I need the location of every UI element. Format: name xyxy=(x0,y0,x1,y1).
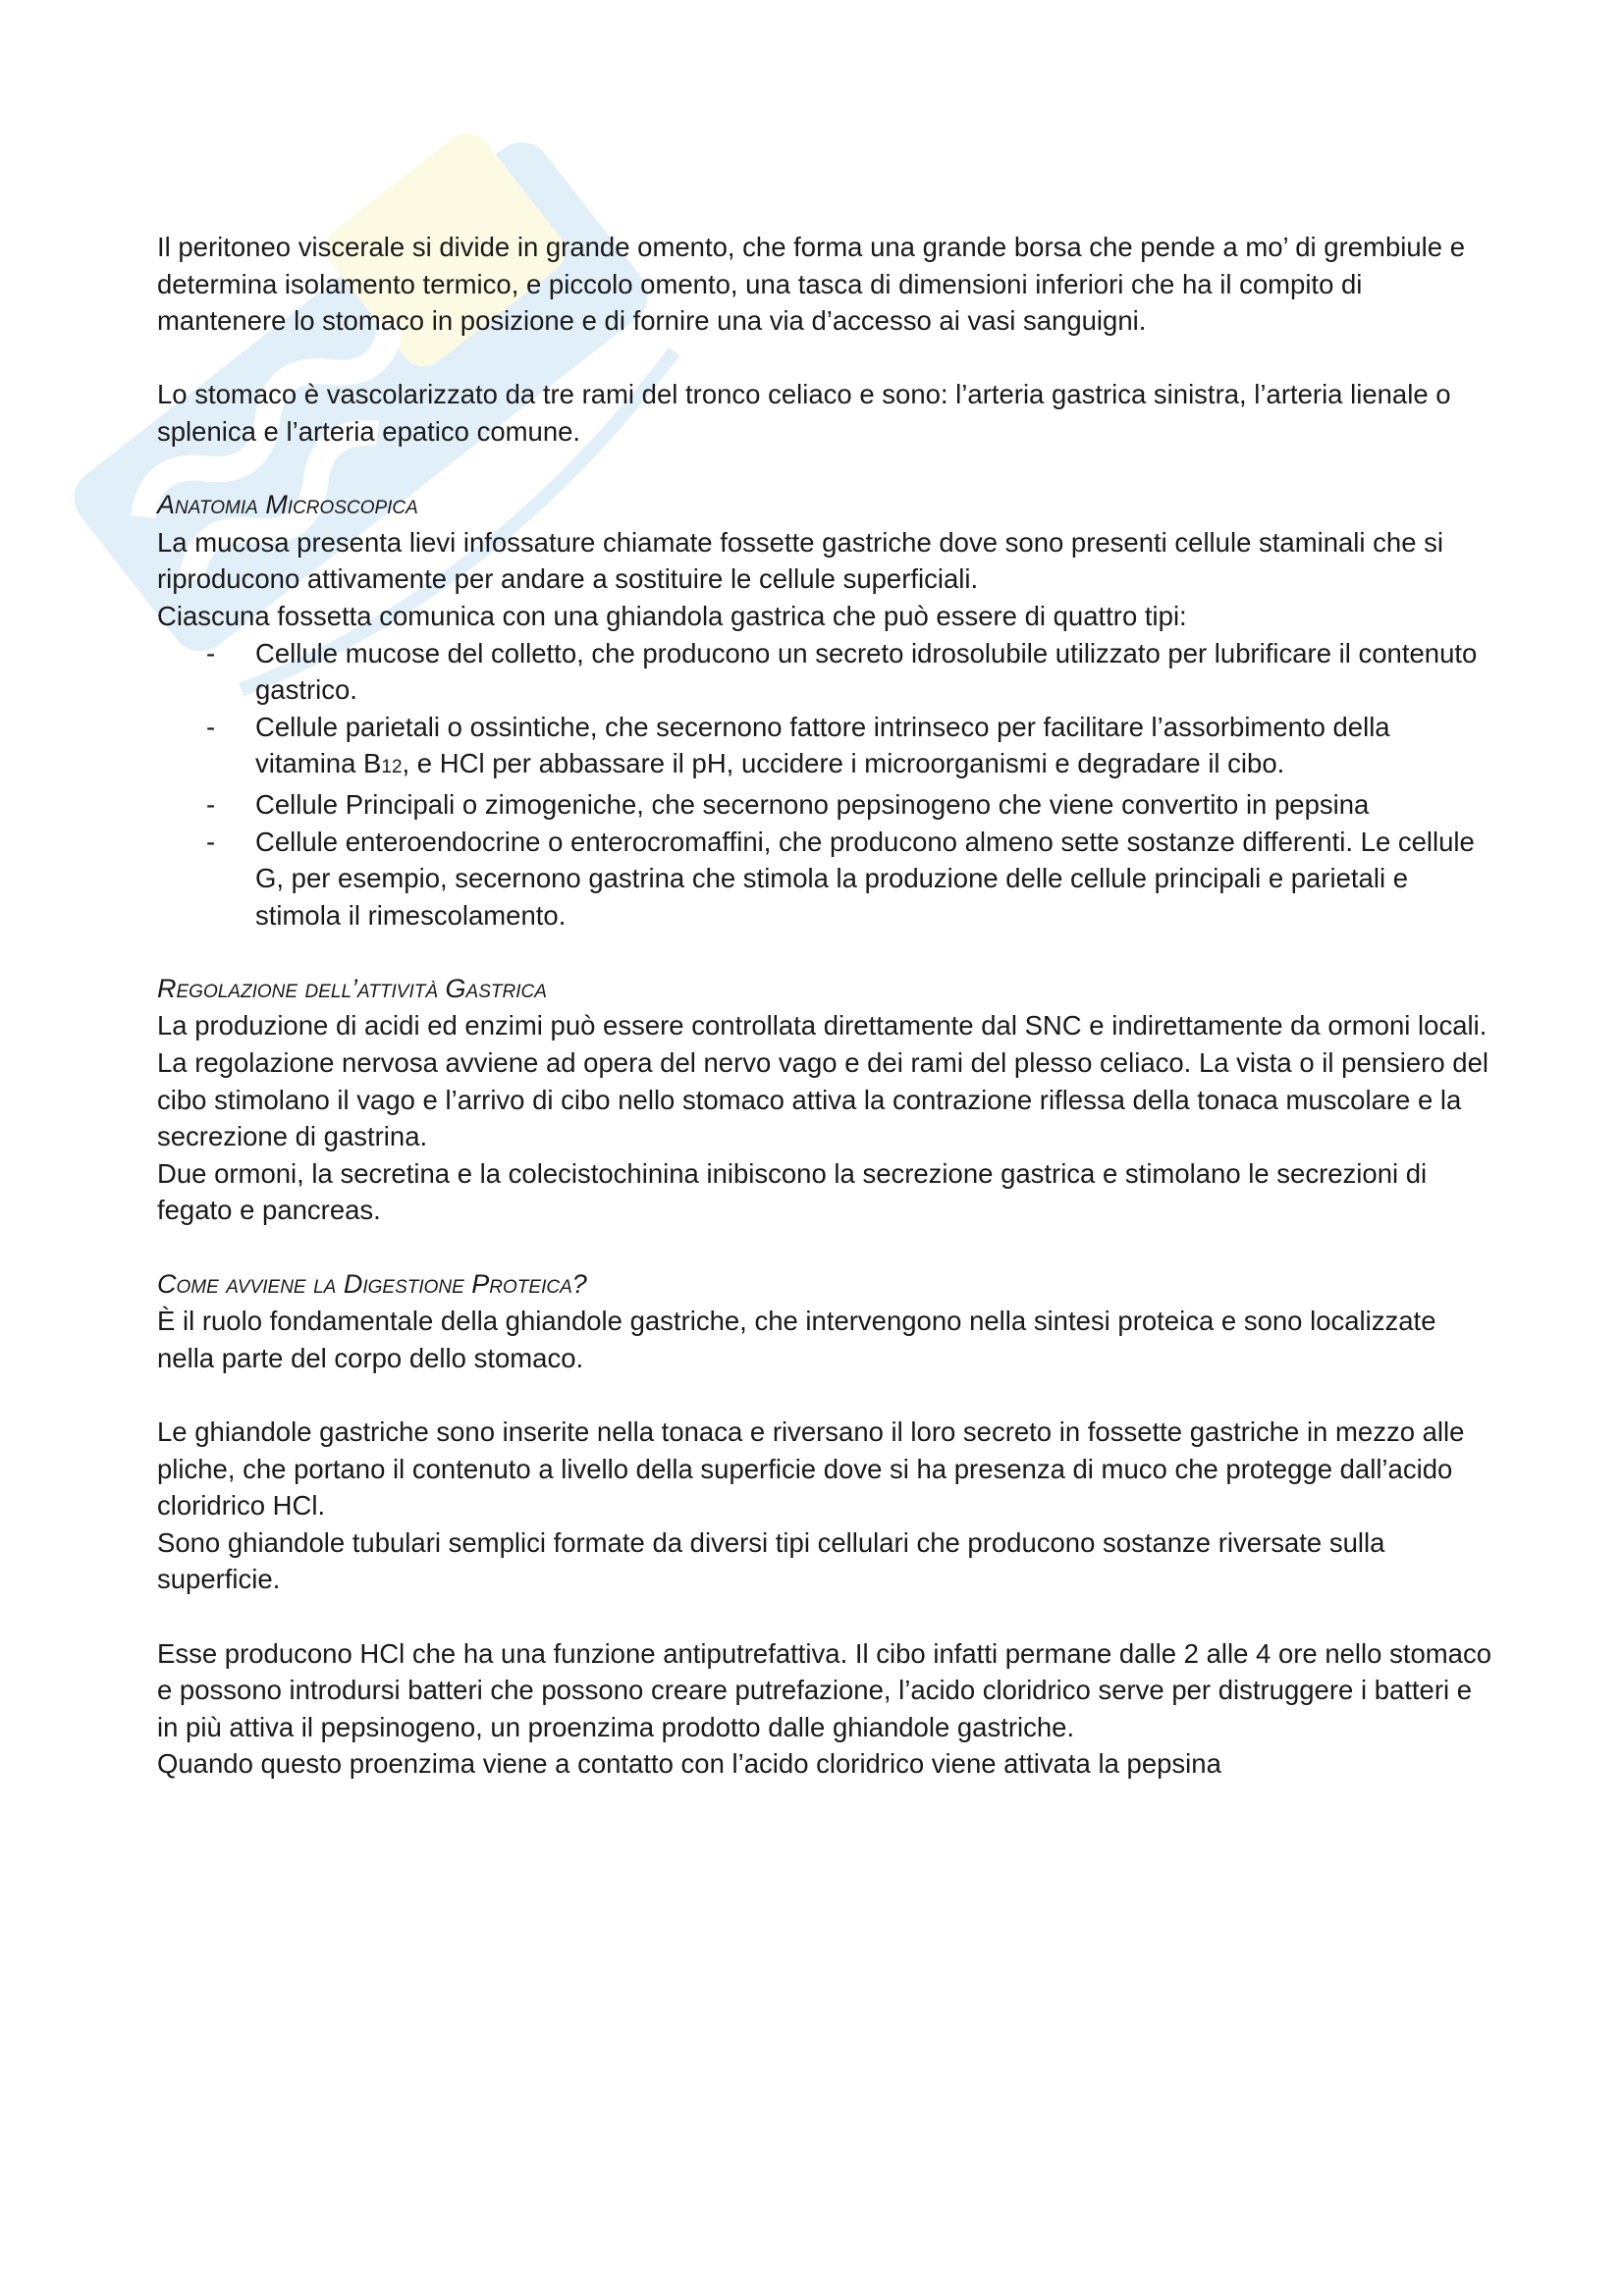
list-item xyxy=(157,786,1492,824)
regolazione-paragraph-2: Due ormoni, la secretina e la colecistochinina inibiscono la secrezione gastrica e stimolano le secrezioni di fegato e pancreas. xyxy=(157,1157,1428,1226)
intro-paragraph-2: Lo stomaco è vascolarizzato da tre rami del tronco celiaco e sono: l’arteria gastrica sinistra, l’arteria lienale o splenica e l’arteria epatico comune. xyxy=(157,379,1451,447)
heading-digestione-proteica: Come avviene la Digestione Proteica? xyxy=(157,1268,587,1299)
list-item xyxy=(157,635,1492,709)
gland-cell-types-list xyxy=(157,635,1492,934)
dash-bullet: - xyxy=(206,788,216,820)
list-item-text: Cellule parietali o ossintiche, che secernono fattore intrinseco per facilitare l’assorbimento della vitamina B xyxy=(255,711,1390,779)
vitamin-subscript: 12 xyxy=(381,757,403,778)
digestione-paragraph-2: Le ghiandole gastriche sono inserite nella tonaca e riversano il loro secreto in fossette gastriche in mezzo alle pliche, che portano il contenuto a livello della superficie dove si ha presenza di muco che protegge dall’acido cloridrico HCl. xyxy=(157,1416,1465,1522)
digestione-paragraph-4: Esse producono HCl che ha una funzione antiputrefattiva. Il cibo infatti permane dalle 2 alle 4 ore nello stomaco e possono introdursi batteri che possono creare putrefazione, l’acido cloridrico serve per distruggere i batteri e in più attiva il pepsinogeno, un proenzima prodotto dalle ghiandole gastriche. xyxy=(157,1637,1492,1742)
dash-bullet: - xyxy=(206,826,216,857)
dash-bullet: - xyxy=(206,637,216,668)
list-item-text: Cellule mucose del colletto, che producono un secreto idrosolubile utilizzato per lubrificare il contenuto gastrico. xyxy=(255,637,1478,706)
digestione-paragraph-5: Quando questo proenzima viene a contatto con l’acido cloridrico viene attivata la pepsina xyxy=(157,1748,1221,1780)
list-item xyxy=(157,709,1492,786)
list-item xyxy=(157,824,1492,934)
dash-bullet: - xyxy=(206,711,216,742)
list-item-text: Cellule enteroendocrine o enterocromaffini, che producono almeno sette sostanze differenti. Le cellule G, per esempio, secernono gastrina che stimola la produzione delle cellule principali e parietali e stimola il rimescolamento. xyxy=(255,826,1475,931)
heading-regolazione: Regolazione dell’attività Gastrica xyxy=(157,973,547,1003)
digestione-paragraph-3: Sono ghiandole tubulari semplici formate da diversi tipi cellulari che producono sostanze riversate sulla superficie. xyxy=(157,1526,1385,1595)
anatomia-paragraph-2: Ciascuna fossetta comunica con una ghiandola gastrica che può essere di quattro tipi: xyxy=(157,600,1187,631)
document-page xyxy=(157,229,1492,1783)
digestione-paragraph-1: È il ruolo fondamentale della ghiandole gastriche, che intervengono nella sintesi proteica e sono localizzate nella parte del corpo dello stomaco. xyxy=(157,1306,1436,1373)
anatomia-paragraph-1: La mucosa presenta lievi infossature chiamate fossette gastriche dove sono presenti cellule staminali che si riproducono attivamente per andare a sostituire le cellule superficiali. xyxy=(157,526,1443,595)
list-item-text-continued: , e HCl per abbassare il pH, uccidere i microorganismi e degradare il cibo. xyxy=(402,748,1285,779)
list-item-text: Cellule Principali o zimogeniche, che secernono pepsinogeno che viene convertito in pepsina xyxy=(255,788,1370,820)
regolazione-paragraph-1: La produzione di acidi ed enzimi può essere controllata direttamente dal SNC e indirettamente da ormoni locali. La regolazione nervosa avviene ad opera del nervo vago e dei rami del plesso celiaco. La vista o il pensiero del cibo stimolano il vago e l’arrivo di cibo nello stomaco attiva la contrazione riflessa della tonaca muscolare e la secrezione di gastrina. xyxy=(157,1010,1488,1152)
intro-paragraph-1: Il peritoneo viscerale si divide in grande omento, che forma una grande borsa che pende a mo’ di grembiule e determina isolamento termico, e piccolo omento, una tasca di dimensioni inferiori che ha il compito di mantenere lo stomaco in posizione e di fornire una via d’accesso ai vasi sanguigni. xyxy=(157,232,1465,337)
heading-anatomia-microscopica: Anatomia Microscopica xyxy=(157,490,418,520)
